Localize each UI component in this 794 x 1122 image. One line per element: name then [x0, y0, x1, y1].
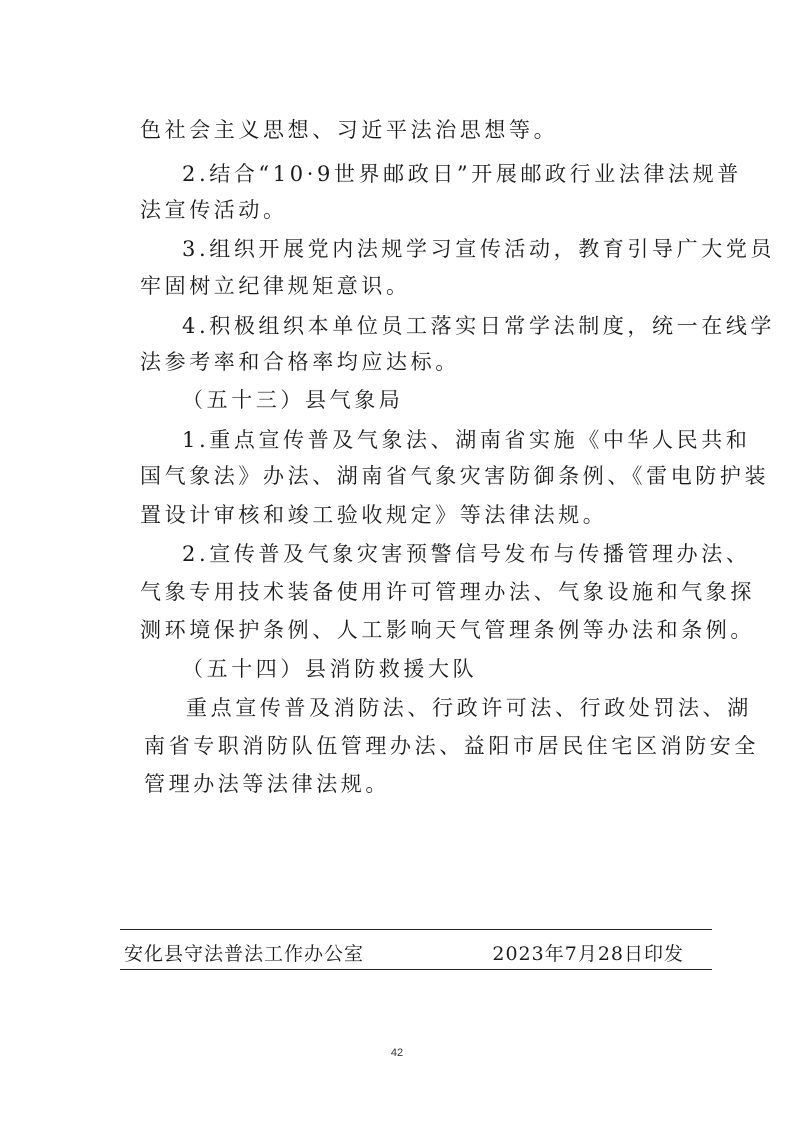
body-line: 法宣传活动。 [140, 198, 288, 222]
body-line: 南省专职消防队伍管理办法、益阳市居民住宅区消防安全 [144, 734, 759, 758]
body-line: 2.结合“10·9世界邮政日”开展邮政行业法律法规普 [182, 162, 742, 186]
body-line: 管理办法等法律法规。 [144, 772, 390, 796]
body-line: 国气象法》办法、湖南省气象灾害防御条例、《雷电防护装 [140, 464, 770, 488]
issuer-name: 安化县守法普法工作办公室 [124, 943, 365, 965]
body-line: 置设计审核和竣工验收规定》等法律法规。 [140, 503, 608, 527]
issue-date: 2023年7月28日印发 [492, 943, 684, 965]
section-heading: （五十三）县气象局 [182, 388, 404, 412]
body-line: 2.宣传普及气象灾害预警信号发布与传播管理办法、 [182, 542, 751, 566]
page-number: 42 [390, 1047, 404, 1059]
body-line: 牢固树立纪律规矩意识。 [140, 274, 411, 298]
footer-top-rule [120, 929, 712, 930]
body-line: 4.积极组织本单位员工落实日常学法制度，统一在线学 [182, 314, 776, 338]
body-line: 气象专用技术装备使用许可管理办法、气象设施和气象探 [140, 580, 755, 604]
body-line: 色社会主义思想、习近平法治思想等。 [140, 118, 559, 142]
footer-bottom-rule [120, 969, 712, 970]
body-line: 测环境保护条例、人工影响天气管理条例等办法和条例。 [140, 618, 755, 642]
section-heading: （五十四）县消防救援大队 [182, 657, 478, 681]
body-line: 3.组织开展党内法规学习宣传活动，教育引导广大党员 [182, 237, 776, 261]
body-line: 法参考率和合格率均应达标。 [140, 350, 460, 374]
body-line: 1.重点宣传普及气象法、湖南省实施《中华人民共和 [182, 428, 751, 452]
body-line: 重点宣传普及消防法、行政许可法、行政处罚法、湖 [186, 696, 752, 720]
